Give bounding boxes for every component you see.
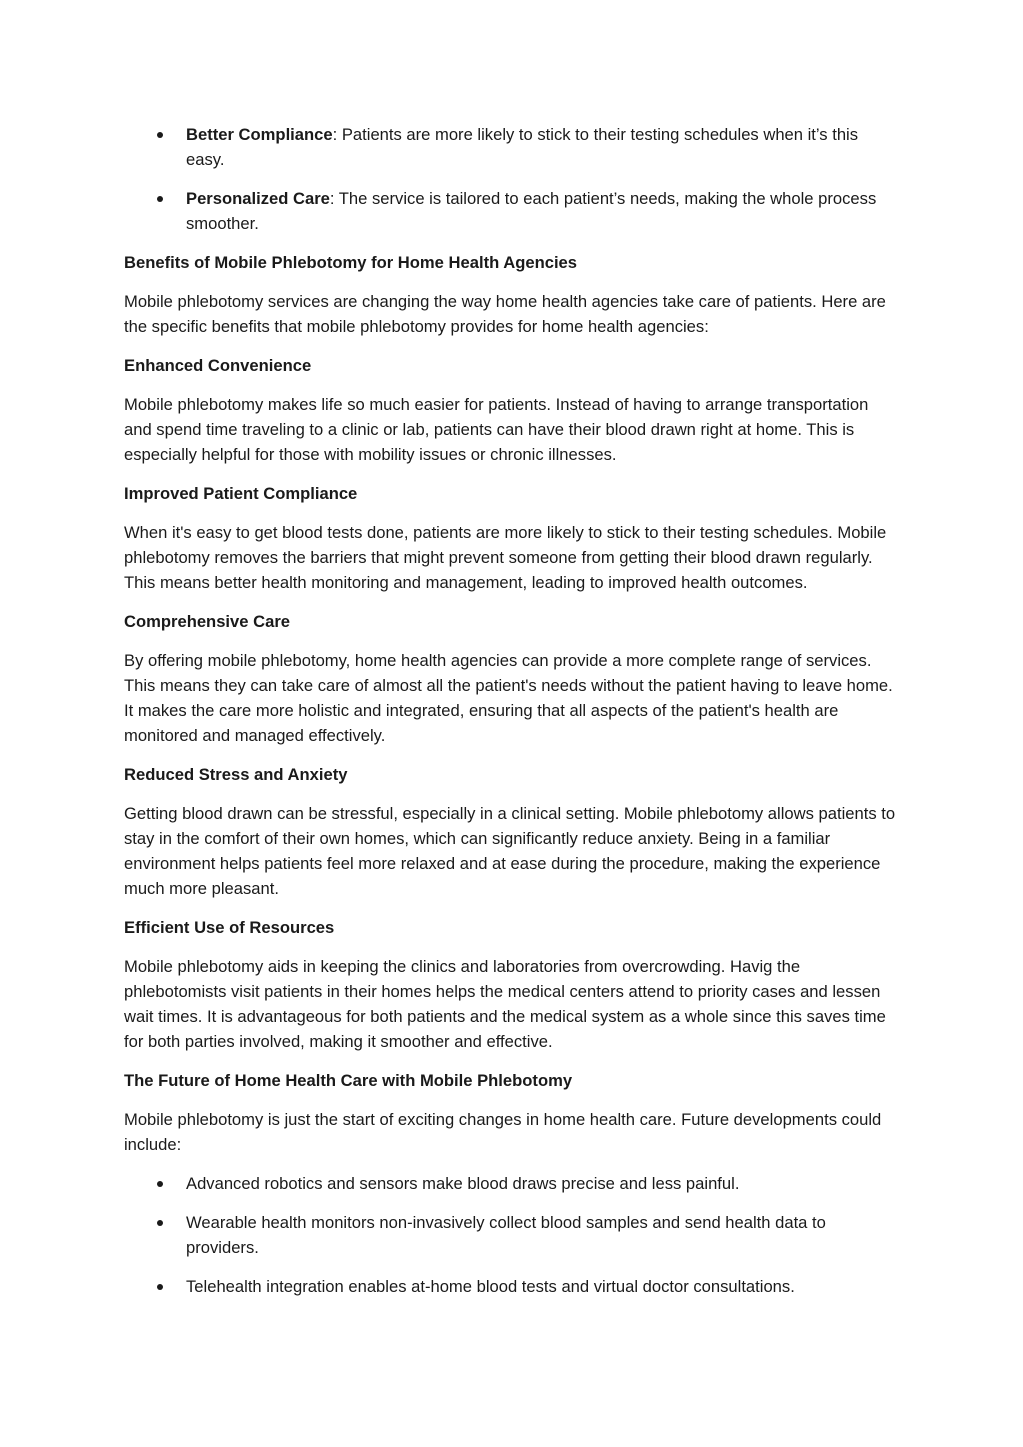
section-heading: Enhanced Convenience [124, 356, 312, 375]
section-heading: Reduced Stress and Anxiety [124, 765, 348, 784]
bullet-term: Personalized Care [186, 189, 330, 208]
list-item [124, 1210, 899, 1260]
future-bullet-list [124, 1171, 899, 1299]
bullet-text: Telehealth integration enables at-home blood tests and virtual doctor consultations. [186, 1277, 795, 1296]
section-heading: Benefits of Mobile Phlebotomy for Home Health Agencies [124, 253, 578, 272]
intro-bullet-list [124, 122, 899, 236]
section-paragraph: Mobile phlebotomy aids in keeping the clinics and laboratories from overcrowding. Havig the phlebotomists visit patients in their homes helps the medical centers attend to priority cases and lessen wait times. It is advantageous for both patients and the medical system as a whole since this saves time for both parties involved, making it smoother and effective. [124, 957, 886, 1051]
section-paragraph: By offering mobile phlebotomy, home health agencies can provide a more complete range of services. This means they can take care of almost all the patient's needs without the patient having to leave home. It makes the care more holistic and integrated, ensuring that all aspects of the patient's health are monitored and managed effectively. [124, 651, 893, 745]
section-heading: Efficient Use of Resources [124, 918, 335, 937]
bullet-icon [157, 132, 163, 138]
bullet-text: Advanced robotics and sensors make blood draws precise and less painful. [186, 1174, 740, 1193]
bullet-text: : The service is tailored to each patient’s needs, making the whole process smoother. [186, 189, 877, 233]
list-item [124, 186, 899, 236]
list-item [124, 1171, 899, 1196]
list-item [124, 1274, 899, 1299]
section-paragraph: Mobile phlebotomy makes life so much easier for patients. Instead of having to arrange transportation and spend time traveling to a clinic or lab, patients can have their blood drawn right at home. This is especially helpful for those with mobility issues or chronic illnesses. [124, 395, 869, 464]
bullet-text: : Patients are more likely to stick to their testing schedules when it’s this easy. [186, 125, 859, 169]
section-paragraph: Mobile phlebotomy services are changing the way home health agencies take care of patients. Here are the specific benefits that mobile phlebotomy provides for home health agencies: [124, 292, 886, 336]
list-item [124, 122, 899, 172]
bullet-icon [157, 1220, 163, 1226]
bullet-term: Better Compliance [186, 125, 333, 144]
section-heading: The Future of Home Health Care with Mobile Phlebotomy [124, 1071, 573, 1090]
bullet-icon [157, 196, 163, 202]
section-paragraph: Getting blood drawn can be stressful, especially in a clinical setting. Mobile phlebotomy allows patients to stay in the comfort of their own homes, which can significantly reduce anxiety. Being in a familiar environment helps patients feel more relaxed and at ease during the procedure, making the experience much more pleasant. [124, 804, 896, 898]
section-paragraph: When it's easy to get blood tests done, patients are more likely to stick to their testing schedules. Mobile phlebotomy removes the barriers that might prevent someone from getting their blood drawn regularly. This means better health monitoring and management, leading to improved health outcomes. [124, 523, 887, 592]
bullet-text: Wearable health monitors non-invasively collect blood samples and send health data to providers. [186, 1213, 826, 1257]
section-heading: Improved Patient Compliance [124, 484, 358, 503]
document-page [124, 122, 899, 1313]
section-heading: Comprehensive Care [124, 612, 291, 631]
bullet-icon [157, 1181, 163, 1187]
section-paragraph: Mobile phlebotomy is just the start of exciting changes in home health care. Future developments could include: [124, 1110, 882, 1154]
bullet-icon [157, 1284, 163, 1290]
